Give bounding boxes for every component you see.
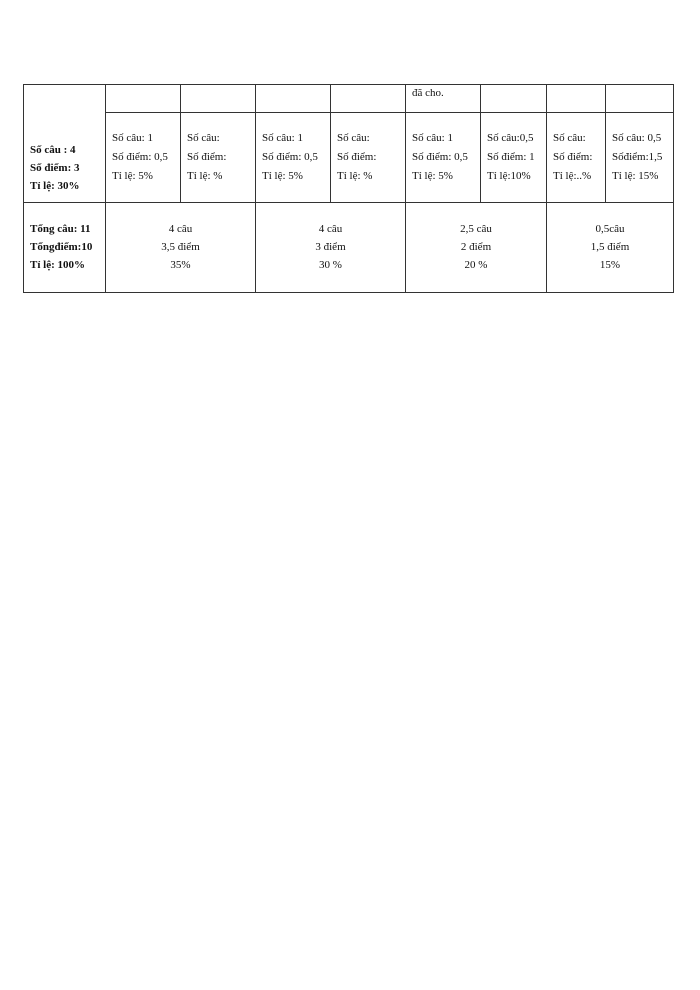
empty-cell — [331, 85, 406, 113]
ti-le-text: Tỉ lệ: 100% — [30, 259, 85, 271]
so-cau-text: Số câu: 0,5 — [612, 132, 662, 144]
so-diem-text: Số điểm: — [337, 151, 377, 163]
empty-cell — [547, 85, 606, 113]
diem-text: 3,5 điểm — [161, 241, 200, 253]
ti-le-text: Tỉ lệ: 30% — [30, 180, 80, 192]
so-diem-text: Số điểm: 1 — [487, 151, 535, 163]
tong-diem-text: Tổngđiểm:10 — [30, 241, 93, 253]
tong-cau-text: Tổng câu: 11 — [30, 223, 91, 235]
so-diem-text: Số điểm: 3 — [30, 162, 80, 174]
so-cau-text: Số câu:0,5 — [487, 132, 534, 144]
so-diem-text: Số điểm: 0,5 — [262, 151, 318, 163]
cau-text: 4 câu — [168, 223, 193, 235]
stat-cell — [481, 113, 547, 203]
diem-text: 2 điểm — [460, 241, 492, 253]
table-row-total — [24, 203, 674, 293]
so-cau-text: Số câu: 1 — [112, 132, 153, 144]
ti-le-text: 15% — [599, 259, 621, 271]
empty-cell — [606, 85, 674, 113]
table-row-group — [24, 113, 674, 203]
empty-cell — [106, 85, 181, 113]
table-row-top — [24, 85, 674, 113]
ti-le-text: Tỉ lệ: 15% — [612, 170, 659, 182]
so-cau-text: Số câu: — [187, 132, 220, 144]
stat-cell — [181, 113, 256, 203]
ti-le-text: 30 % — [319, 259, 342, 271]
ti-le-text: Tỉ lệ: % — [187, 170, 223, 182]
ti-le-text: Tỉ lệ:..% — [553, 170, 592, 182]
diem-text: 1,5 điểm — [590, 241, 630, 253]
score-matrix-table — [23, 84, 674, 293]
ti-le-text: Tỉ lệ: 5% — [412, 170, 453, 182]
total-cell — [256, 203, 406, 293]
so-diem-text: Số điểm: — [553, 151, 593, 163]
so-diem-text: Số điểm: 0,5 — [112, 151, 168, 163]
cau-text: 0,5câu — [595, 223, 625, 235]
total-cell — [406, 203, 547, 293]
stat-cell — [331, 113, 406, 203]
stat-cell — [606, 113, 674, 203]
diem-text: 3 điểm — [315, 241, 346, 253]
so-cau-text: Số câu: — [337, 132, 370, 144]
ti-le-text: Tỉ lệ: % — [337, 170, 373, 182]
stat-cell — [547, 113, 606, 203]
so-diem-text: Sốđiểm:1,5 — [612, 151, 663, 163]
so-cau-text: Số câu: — [553, 132, 586, 144]
so-diem-text: Số điểm: — [187, 151, 227, 163]
so-cau-text: Số câu: 1 — [412, 132, 453, 144]
ti-le-text: Tỉ lệ: 5% — [262, 170, 303, 182]
group-label — [30, 138, 80, 199]
so-cau-text: Số câu : 4 — [30, 144, 76, 156]
so-cau-text: Số câu: 1 — [262, 132, 303, 144]
ti-le-text: Tỉ lệ: 5% — [112, 170, 153, 182]
so-diem-text: Số điểm: 0,5 — [412, 151, 468, 163]
total-label-cell — [24, 203, 106, 293]
ti-le-text: 35% — [170, 259, 191, 271]
empty-cell — [481, 85, 547, 113]
stat-cell — [406, 113, 481, 203]
cau-text: 2,5 câu — [460, 223, 492, 235]
empty-cell — [181, 85, 256, 113]
stat-cell — [256, 113, 331, 203]
total-cell — [106, 203, 256, 293]
total-cell — [547, 203, 674, 293]
ti-le-text: Tỉ lệ:10% — [487, 170, 531, 182]
note-cell: đã cho. — [406, 85, 481, 113]
ti-le-text: 20 % — [464, 259, 488, 271]
cau-text: 4 câu — [318, 223, 343, 235]
empty-cell — [256, 85, 331, 113]
stat-cell — [106, 113, 181, 203]
